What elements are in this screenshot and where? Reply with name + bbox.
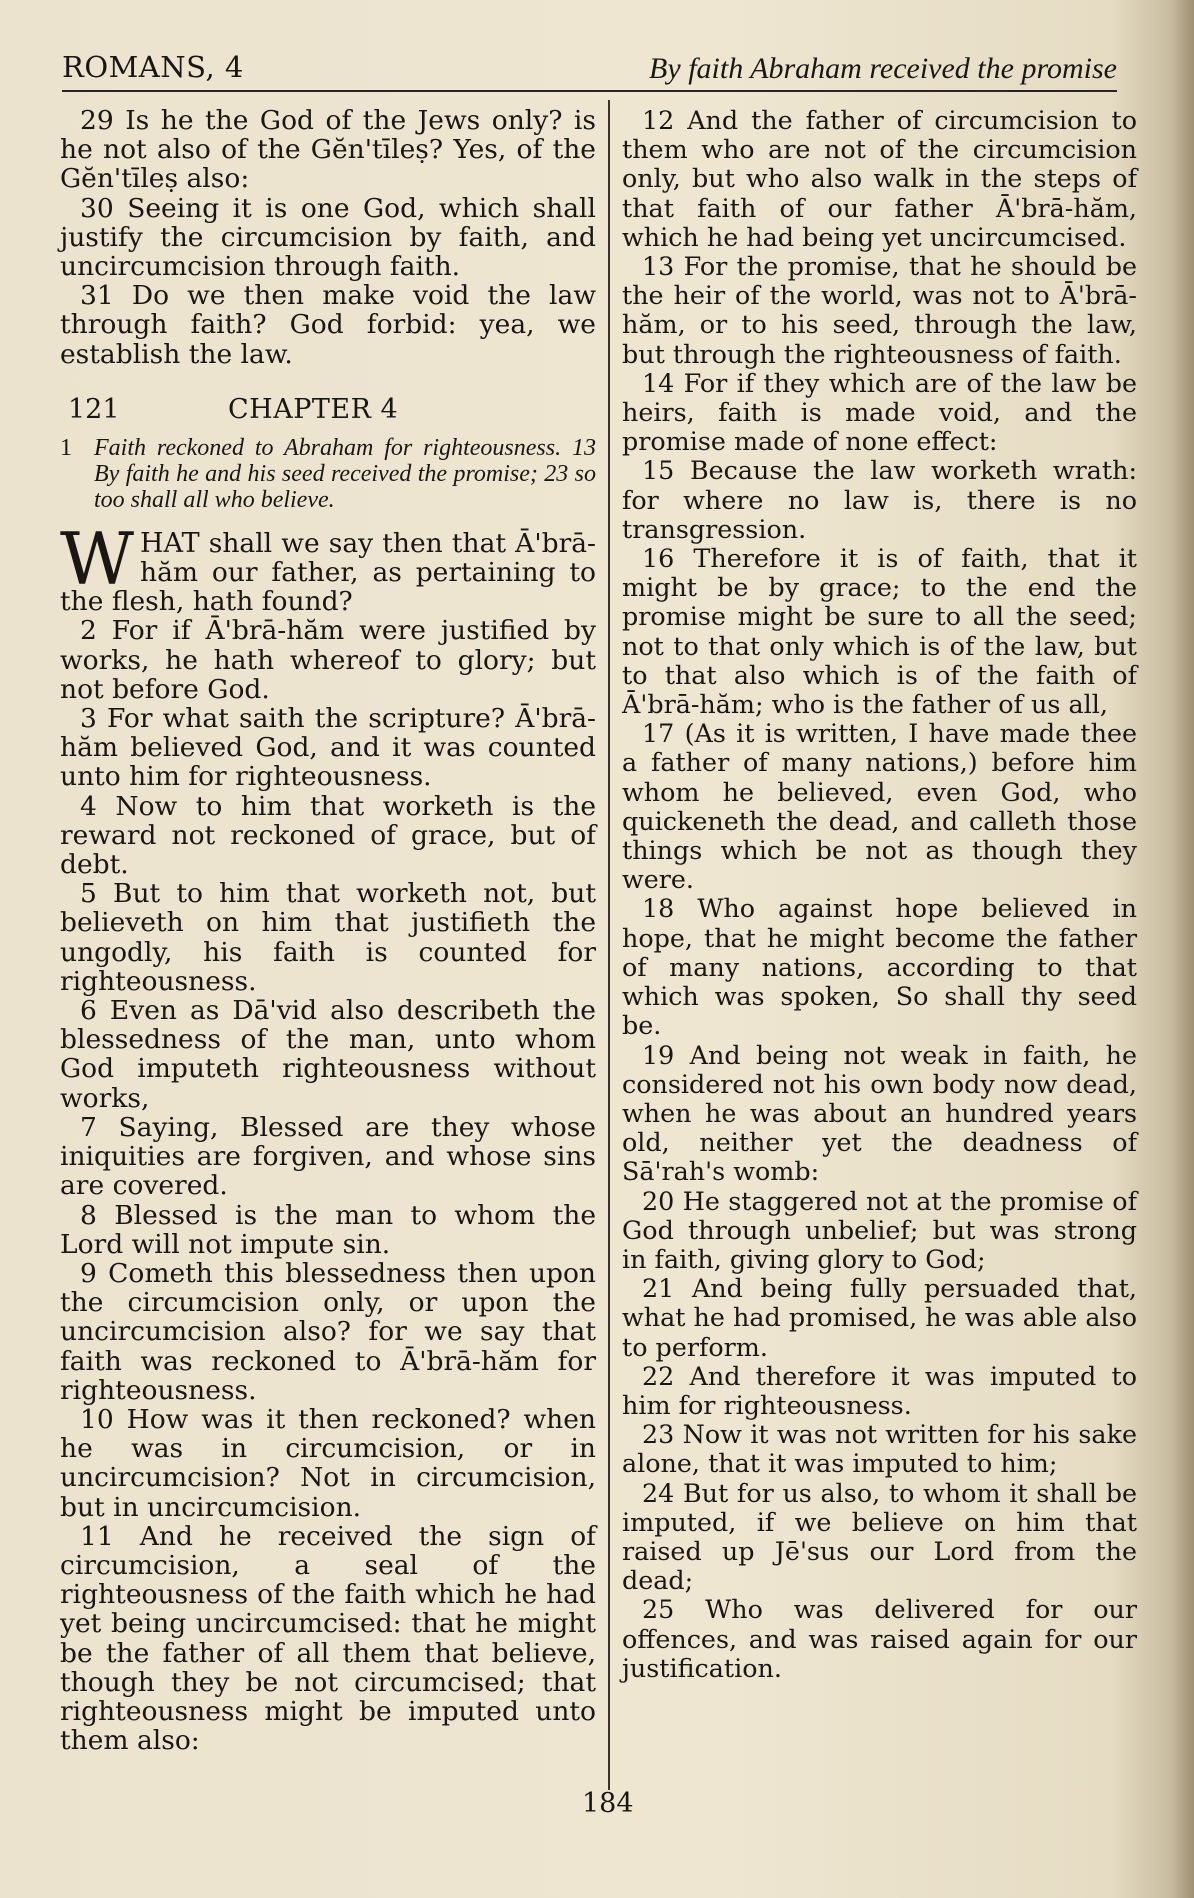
opening-verse (60, 516, 596, 618)
running-header (62, 50, 1117, 92)
verse: 16 Therefore it is of faith, that it might be by grace; to the end the promise might be sure to all the seed; not to that only which is of the law, but to that also which is of the faith of Ā'brā-hăm; who is the father of us all, (622, 543, 1137, 720)
verse: 20 He staggered not at the promise of God through unbelief; but was strong in faith, giving glory to God; (622, 1185, 1137, 1274)
summary-number: 1 (60, 434, 72, 461)
left-column (60, 106, 596, 1755)
verse: 18 Who against hope believed in hope, that he might become the father of many nations, according to that which was spoken, So shall thy seed be. (622, 893, 1137, 1041)
verse: 14 For if they which are of the law be heirs, faith is made void, and the promise made of none effect: (622, 367, 1137, 457)
verse: 29 Is he the God of the Jews only? is he not also of the Gĕn'tīleṣ? Yes, of the Gĕn'tīleṣ also: (60, 105, 596, 195)
verse: 23 Now it was not written for his sake alone, that it was imputed to him; (622, 1419, 1137, 1479)
verse: 5 But to him that worketh not, but believeth on him that justifieth the ungodly, his faith is counted for righteousness. (60, 878, 596, 997)
verse: 11 And he received the sign of circumcision, a seal of the righteousness of the faith which he had yet being uncircumcised: that he might be the father of all them that believe, though they be not circumcised; that righteousness might be imputed unto them also: (60, 1520, 596, 1757)
verse: 6 Even as Dā'vid also describeth the blessedness of the man, unto whom God imputeth righteousness without works, (60, 995, 596, 1114)
verse: 24 But for us also, to whom it shall be imputed, if we believe on him that raised up Jē'sus our Lord from the dead; (622, 1477, 1137, 1596)
chapter-title: CHAPTER 4 (228, 393, 399, 425)
drop-cap: W (60, 516, 135, 601)
verse: 25 Who was delivered for our offences, and was raised again for our justification. (622, 1594, 1137, 1683)
chapter-heading (60, 395, 596, 429)
opening-text: shall we say then that Ā'brā-hăm our father, as pertaining to the flesh, hath found? (60, 527, 596, 618)
verse: 10 How was it then reckoned? when he was in circumcision, or in uncircumcision? Not in circumcision, but in uncircumcision. (60, 1403, 596, 1523)
summary-text: Faith reckoned to Abraham for righteousness. 13 By faith he and his seed received the promise; 23 so too shall all who believe. (94, 434, 596, 513)
verse: 15 Because the law worketh wrath: for where no law is, there is no transgression. (622, 455, 1137, 544)
page-edge-shadow (1172, 0, 1194, 1898)
column-divider (608, 100, 610, 1790)
verse: 3 For what saith the scripture? Ā'brā-hăm believed God, and it was counted unto him for righteousness. (60, 703, 596, 793)
book-chapter-heading: ROMANS, 4 (62, 50, 244, 84)
verse: 19 And being not weak in faith, he considered not his own body now dead, when he was about an hundred years old, neither yet the deadness of Sā'rah's womb: (622, 1039, 1137, 1187)
verse: 31 Do we then make void the law through faith? God forbid: yea, we establish the law. (60, 280, 596, 370)
verse: 30 Seeing it is one God, which shall justify the circumcision by faith, and uncircumcision through faith. (60, 192, 596, 283)
verse: 8 Blessed is the man to whom the Lord will not impute sin. (60, 1199, 596, 1260)
verse: 7 Saying, Blessed are they whose iniquities are forgiven, and whose sins are covered. (60, 1111, 596, 1202)
right-column (622, 106, 1137, 1683)
verse: 13 For the promise, that he should be the heir of the world, was not to Ā'brā-hăm, or to his seed, through the law, but through the righteousness of faith. (622, 251, 1137, 369)
verse: 12 And the father of circumcision to them who are not of the circumcision only, but who also walk in the steps of that faith of our father Ā'brā-hăm, which he had being yet uncircumcised. (622, 105, 1137, 252)
verse: 4 Now to him that worketh is the reward not reckoned of grace, but of debt. (60, 790, 596, 881)
page-number: 184 (582, 1788, 634, 1819)
opening-smallcaps: HAT (140, 527, 200, 559)
verse: 21 And being fully persuaded that, what he had promised, he was able also to perform. (622, 1273, 1137, 1362)
running-title: By faith Abraham received the promise (649, 52, 1117, 85)
chapter-summary (60, 435, 596, 513)
verse: 17 (As it is written, I have made thee a father of many nations,) before him whom he believed, even God, who quickeneth the dead, and calleth those things which be not as though they were. (622, 718, 1137, 895)
verse: 2 For if Ā'brā-hăm were justified by works, he hath whereof to glory; but not before God. (60, 615, 596, 705)
verse: 9 Cometh this blessedness then upon the circumcision only, or upon the uncircumcision also? for we say that faith was reckoned to Ā'brā-hăm for righteousness. (60, 1257, 596, 1406)
chapter-reference-number: 121 (68, 393, 120, 425)
verse: 22 And therefore it was imputed to him for righteousness. (622, 1360, 1137, 1420)
